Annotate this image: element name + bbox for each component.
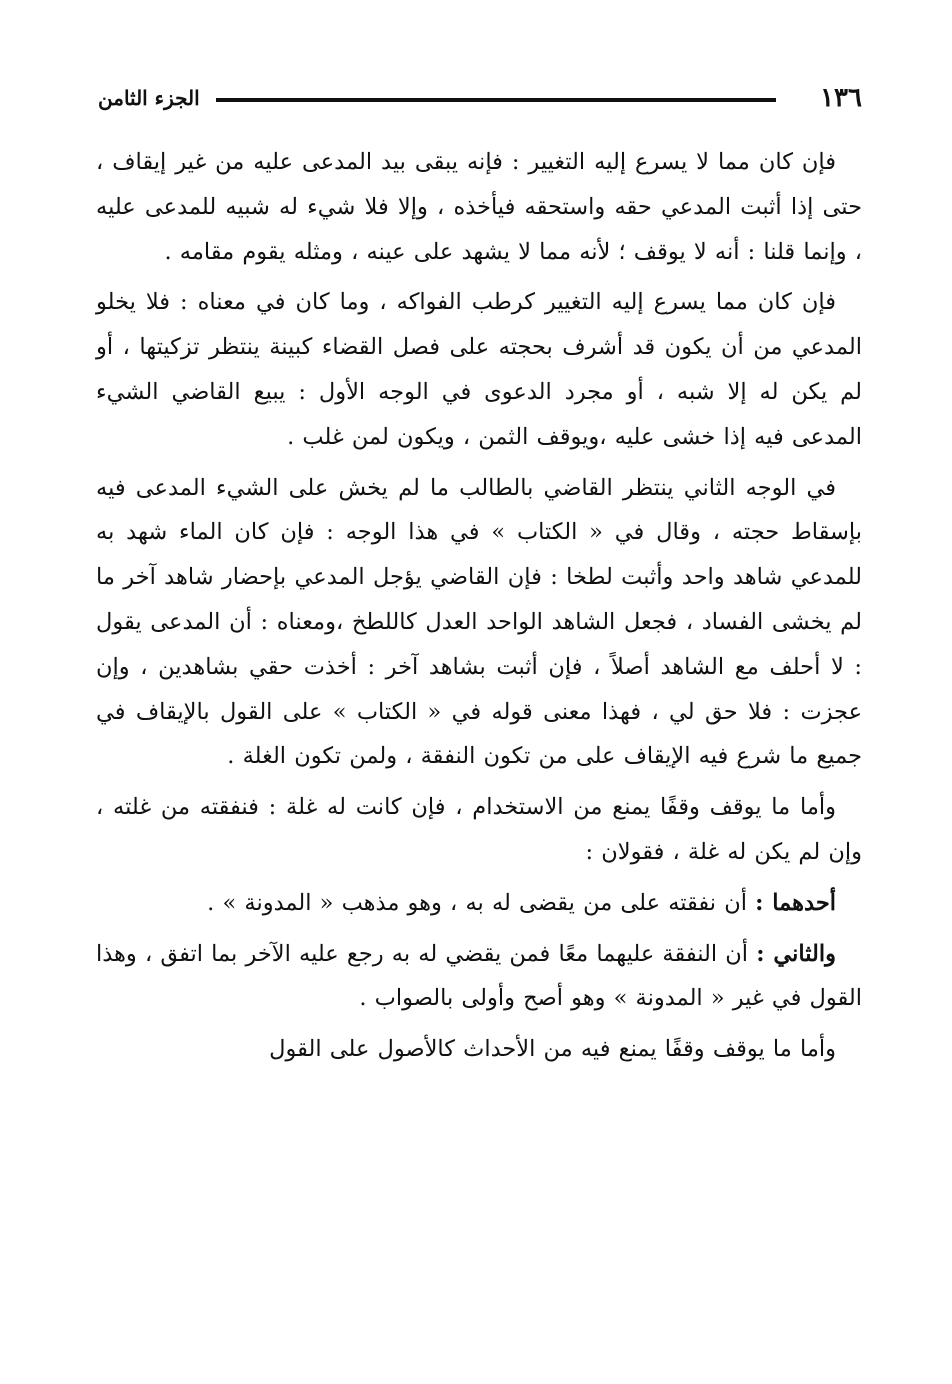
paragraph-text: أن نفقته على من يقضى له به ، وهو مذهب « المدونة » . [207,889,756,916]
paragraph [96,932,862,1022]
paragraph [96,785,862,875]
paragraph-text: أن النفقة عليهما معًا فمن يقضي له به رجع عليه الآخر بما اتفق ، وهذا القول في غير « المدونة » وهو أصح وأولى بالصواب . [96,940,862,1012]
paragraph-text: في الوجه الثاني ينتظر القاضي بالطالب ما لم يخش على الشيء المدعى فيه بإسقاط حجته ، وقال في « الكتاب » في هذا الوجه : فإن كان الماء شهد به للمدعي شاهد واحد وأثبت لطخا : فإن القاضي يؤجل المدعي بإحضار شاهد آخر ما لم يخشى الفساد ، فجعل الشاهد الواحد العدل كاللطخ ،ومعناه : أن المدعى يقول : لا أحلف مع الشاهد أصلاً ، فإن أثبت بشاهد آخر : أخذت حقي بشاهدين ، وإن عجزت : فلا حق لي ، فهذا معنى قوله في « الكتاب » على القول بالإيقاف في جميع ما شرع فيه الإيقاف على من تكون النفقة ، ولمن تكون الغلة . [96,474,862,770]
paragraph-lead: والثاني : [756,940,836,967]
paragraph [96,881,862,926]
paragraph [96,280,862,459]
paragraph-text: فإن كان مما لا يسرع إليه التغيير : فإنه يبقى بيد المدعى عليه من غير إيقاف ، حتى إذا أثبت المدعي حقه واستحقه فيأخذه ، وإلا فلا شيء له شبيه للمدعى عليه ، وإنما قلنا : أنه لا يوقف ؛ لأنه مما لا يشهد على عينه ، ومثله يقوم مقامه . [96,149,862,265]
paragraph [96,140,862,274]
paragraph-lead: أحدهما : [755,889,836,916]
running-title: الجزء الثامن [98,86,200,110]
page-header [98,78,862,118]
page-body [96,140,862,1078]
paragraph [96,466,862,780]
page-number: ١٣٦ [820,83,862,113]
paragraph [96,1027,862,1072]
header-rule [216,98,776,102]
paragraph-text: وأما ما يوقف وقفًا يمنع من الاستخدام ، فإن كانت له غلة : فنفقته من غلته ، وإن لم يكن له غلة ، فقولان : [96,794,862,865]
paragraph-text: فإن كان مما يسرع إليه التغيير كرطب الفواكه ، وما كان في معناه : فلا يخلو المدعي من أن يكون قد أشرف بحجته على فصل القضاء كبينة ينتظر تزكيتها ، أو لم يكن له إلا شبه ، أو مجرد الدعوى في الوجه الأول : يبيع القاضي الشيء المدعى فيه إذا خشى عليه ،ويوقف الثمن ، ويكون لمن غلب . [96,289,862,450]
paragraph-text: وأما ما يوقف وقفًا يمنع فيه من الأحداث كالأصول على القول [269,1036,836,1063]
